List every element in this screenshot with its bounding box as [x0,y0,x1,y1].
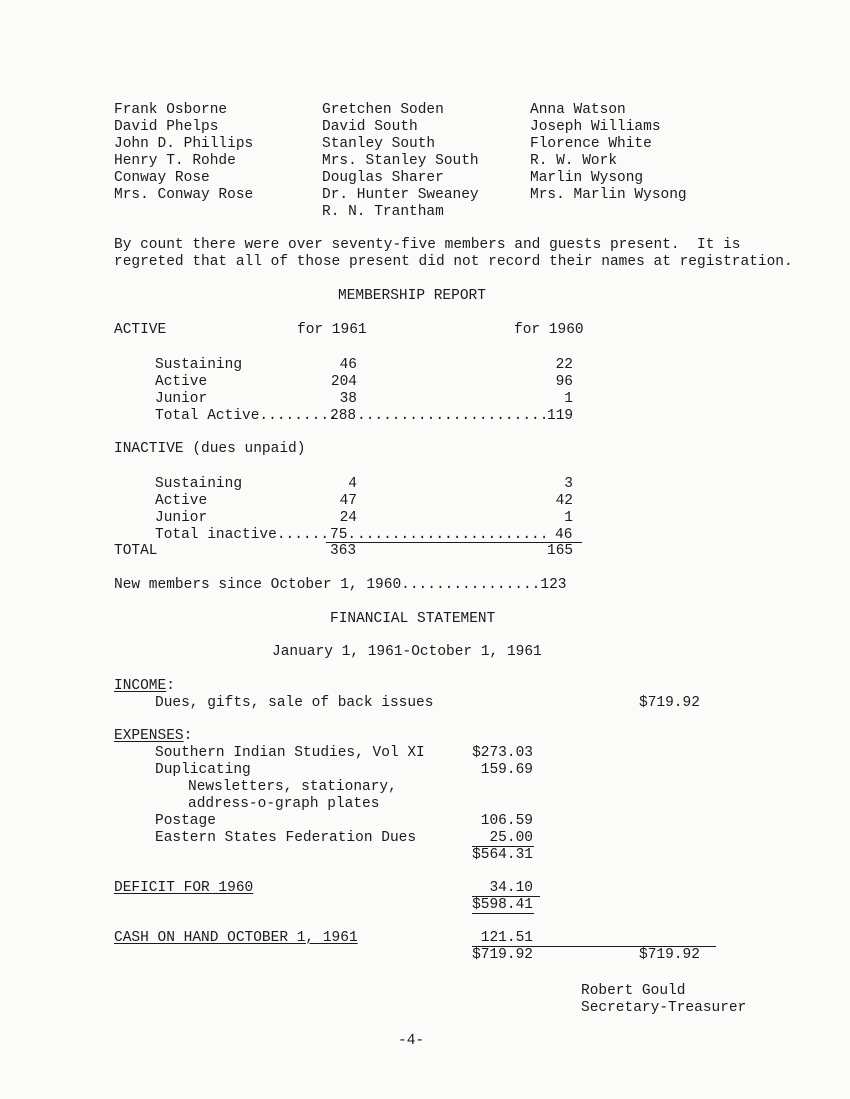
value-1960: 1 [564,391,573,407]
member-name: Marlin Wysong [530,170,644,186]
column-header-1960: for 1960 [514,322,584,338]
value-1961: 24 [339,510,357,526]
member-name: Joseph Williams [530,119,661,135]
member-name: David South [322,119,418,135]
count-note-line1: By count there were over seventy-five members and guests present. It is [114,237,741,253]
value-1961: 47 [339,493,357,509]
value-1960: 22 [555,357,573,373]
cash-on-hand-label: CASH ON HAND OCTOBER 1, 1961 [114,930,358,946]
value-1960: 1 [564,510,573,526]
total-active-dots: ...................... [357,408,549,424]
member-list-col2 [322,102,479,221]
value-1960: 42 [555,493,573,509]
expenses-total: $564.31 [472,847,533,863]
final-total-right: $719.92 [639,947,700,963]
value-1961: 38 [339,391,357,407]
income-amount: $719.92 [639,695,700,711]
total-active-label: Total Active......... [155,408,338,424]
member-name: Mrs. Marlin Wysong [530,187,687,203]
row-label: Active [155,493,208,509]
value-1961: 46 [339,357,357,373]
count-note-line2: regreted that all of those present did not record their names at registration. [114,254,793,270]
total-1960: 165 [547,543,574,559]
income-label: INCOME [114,678,167,694]
member-name: Conway Rose [114,170,210,186]
expense-amount: 25.00 [489,830,533,846]
expense-label: Postage [155,813,216,829]
value-1960: 3 [564,476,573,492]
member-name: Frank Osborne [114,102,228,118]
signature-title: Secretary-Treasurer [581,1000,747,1016]
row-label: Active [155,374,208,390]
page-number: -4- [398,1033,425,1049]
column-header-1961: for 1961 [297,322,367,338]
member-name: Mrs. Stanley South [322,153,479,169]
expenses-heading: EXPENSES: [114,728,193,744]
expense-label: Eastern States Federation Dues [155,830,417,846]
total-label: TOTAL [114,543,158,559]
membership-report-title: MEMBERSHIP REPORT [338,288,486,304]
final-total-left: $719.92 [472,947,533,963]
deficit-total-underline [472,913,534,914]
row-label: Junior [155,510,208,526]
expense-amount: 159.69 [480,762,533,778]
row-label: Sustaining [155,357,243,373]
member-name: David Phelps [114,119,219,135]
expense-amount: $273.03 [472,745,533,761]
income-item: Dues, gifts, sale of back issues [155,695,434,711]
value-1961: 204 [330,374,357,390]
member-name: R. W. Work [530,153,618,169]
member-name: R. N. Trantham [322,204,444,220]
expenses-label: EXPENSES [114,728,184,744]
member-name: Henry T. Rohde [114,153,236,169]
expense-label: Duplicating [155,762,251,778]
total-active-1961: 288 [330,408,357,424]
row-label: Sustaining [155,476,243,492]
financial-period: January 1, 1961-October 1, 1961 [272,644,542,660]
deficit-total: $598.41 [472,897,533,913]
member-name: Gretchen Soden [322,102,444,118]
signature-name: Robert Gould [581,983,686,999]
total-inactive-underline [326,542,582,543]
total-inactive-1960: 46 [555,527,573,543]
total-active-1960: 119 [547,408,574,424]
member-list-col3 [530,102,687,204]
member-name: Stanley South [322,136,436,152]
member-list-col1 [114,102,253,204]
total-inactive-dots: ...................... [357,527,549,543]
duplicating-detail-1: Newsletters, stationary, [188,779,397,795]
value-1960: 96 [555,374,573,390]
member-name: Florence White [530,136,652,152]
value-1961: 4 [348,476,357,492]
total-inactive-label: Total inactive...... [155,527,330,543]
financial-statement-title: FINANCIAL STATEMENT [330,611,496,627]
income-heading: INCOME: [114,678,175,694]
deficit-amount: 34.10 [489,880,533,896]
inactive-heading: INACTIVE (dues unpaid) [114,441,306,457]
member-name: John D. Phillips [114,136,254,152]
row-label: Junior [155,391,208,407]
duplicating-detail-2: address-o-graph plates [188,796,380,812]
cash-on-hand-amount: 121.51 [480,930,533,946]
member-name: Mrs. Conway Rose [114,187,254,203]
total-1961: 363 [330,543,357,559]
total-inactive-1961: 75. [330,527,357,543]
member-name: Anna Watson [530,102,626,118]
member-name: Dr. Hunter Sweaney [322,187,479,203]
active-heading: ACTIVE [114,322,167,338]
new-members-line: New members since October 1, 1960................123 [114,577,567,593]
expense-label: Southern Indian Studies, Vol XI [155,745,425,761]
expense-amount: 106.59 [480,813,533,829]
deficit-label: DEFICIT FOR 1960 [114,880,254,896]
member-name: Douglas Sharer [322,170,444,186]
